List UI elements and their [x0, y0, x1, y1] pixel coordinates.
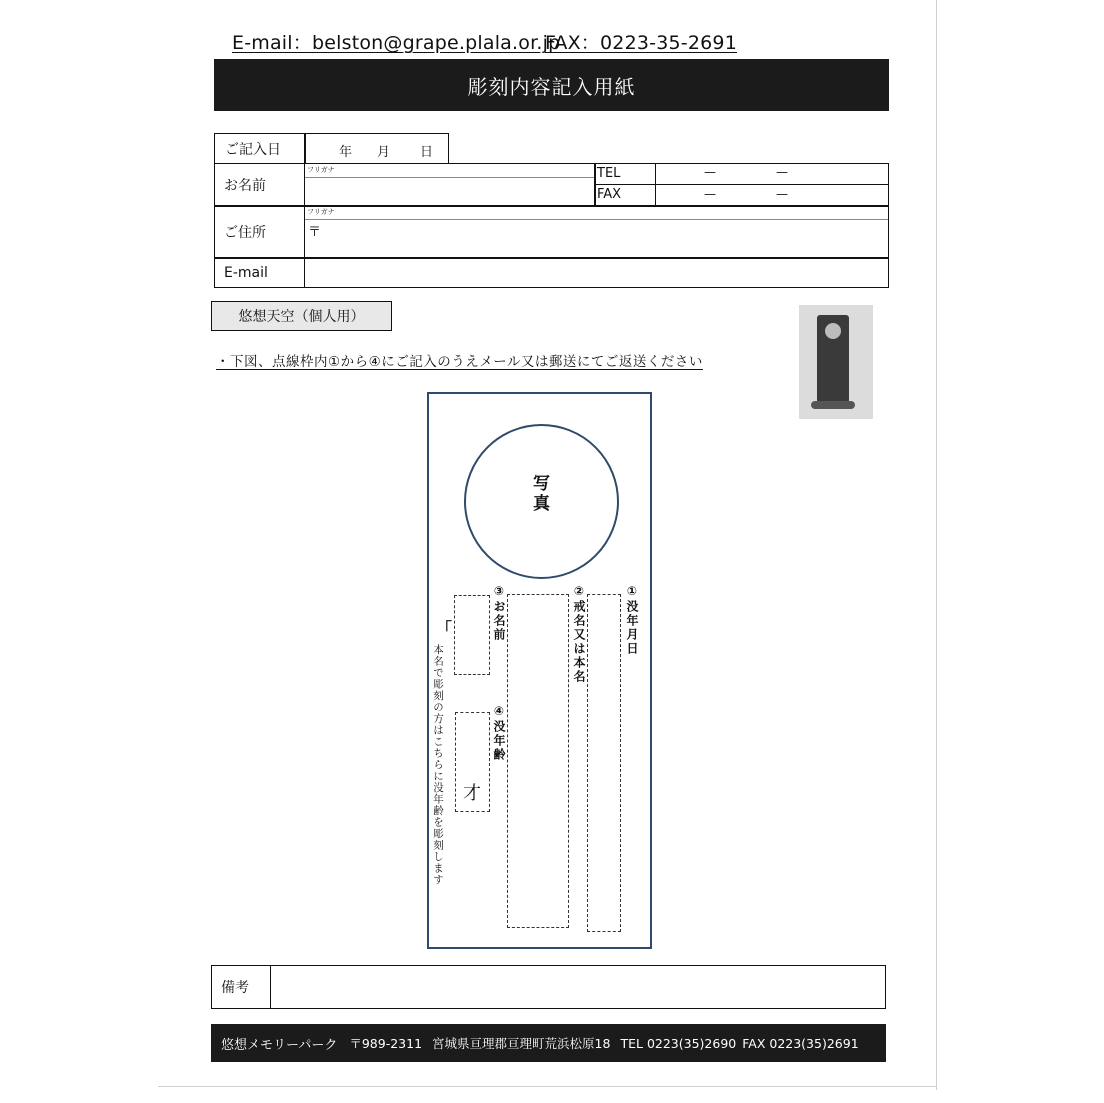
form-title-bar [214, 59, 889, 111]
fax-dash-2: — [776, 187, 788, 201]
photo-label-2: 真 [533, 494, 550, 514]
death-date-label: ①没年月日 [625, 584, 639, 656]
monument-base [811, 401, 855, 409]
name-label [214, 163, 305, 207]
address-field[interactable] [305, 220, 888, 258]
age-label: ④没年齢 [492, 704, 506, 762]
date-label [214, 133, 306, 164]
fax-label: FAX [597, 187, 622, 202]
monument-photo [825, 323, 841, 339]
footer-fax: FAX 0223(35)2691 [742, 1035, 859, 1051]
name-diagram-label: ③お名前 [492, 584, 506, 642]
footer-bar [211, 1024, 886, 1062]
page-edge [158, 1086, 936, 1087]
date-field[interactable] [304, 133, 449, 164]
footer-address: 宮城県亘理郡亘理町荒浜松原18 [432, 1036, 611, 1051]
posthumous-name-field[interactable] [507, 594, 569, 928]
age-field[interactable] [455, 712, 490, 812]
death-date-field[interactable] [587, 594, 621, 932]
photo-label [466, 474, 617, 514]
photo-circle[interactable] [464, 424, 619, 579]
address-furigana: フリガナ [307, 208, 335, 216]
fax-field[interactable] [656, 185, 888, 206]
date-year: 年 [339, 145, 353, 160]
product-label [211, 301, 392, 331]
date-day: 日 [420, 145, 434, 160]
monument-diagram [427, 392, 652, 949]
tel-field[interactable] [656, 164, 888, 184]
email-label-text: E-mail [224, 264, 268, 281]
tel-dash-2: — [776, 165, 788, 179]
posthumous-name-label: ②戒名又は本名 [572, 584, 586, 684]
postal-mark: 〒 [308, 225, 322, 240]
page-edge [936, 0, 937, 1090]
fax-dash-1: — [704, 187, 716, 201]
side-note-bracket: 「 [436, 619, 453, 638]
remarks-label-text: 備考 [221, 980, 249, 996]
email-label [214, 257, 305, 288]
instruction-text: ・下図、点線枠内①から④にご記入のうえメール又は郵送にてご返送ください [216, 354, 703, 370]
date-month: 月 [377, 145, 391, 160]
header-fax: FAX：0223-35-2691 [545, 32, 737, 54]
tel-label: TEL [597, 166, 621, 181]
address-label-text: ご住所 [224, 225, 266, 241]
header-email: E-mail：belston@grape.plala.or.jp [232, 32, 561, 54]
email-field[interactable] [306, 258, 888, 287]
footer-postal: 〒989-2311 [349, 1036, 423, 1051]
photo-label-1: 写 [533, 474, 550, 494]
form-title: 彫刻内容記入用紙 [467, 74, 636, 99]
age-unit: 才 [463, 783, 481, 804]
name-label-text: お名前 [224, 178, 266, 194]
remarks-field[interactable] [272, 966, 885, 1008]
product-label-text: 悠想天空（個人用） [238, 309, 365, 325]
tel-dash-1: — [704, 165, 716, 179]
tel-divider [594, 163, 596, 207]
footer-tel: TEL 0223(35)2690 [620, 1035, 737, 1051]
product-photo [799, 305, 873, 419]
name-field[interactable] [305, 178, 594, 206]
address-label [214, 205, 305, 259]
date-label-text: ご記入日 [225, 141, 281, 158]
side-note: 本名で彫刻の方はこちらに没年齢を彫刻します [432, 644, 444, 886]
remarks-label [211, 965, 271, 1009]
name-furigana: フリガナ [307, 166, 335, 174]
footer-company: 悠想メモリーパーク [221, 1037, 338, 1053]
name-field-diagram[interactable] [454, 595, 490, 675]
